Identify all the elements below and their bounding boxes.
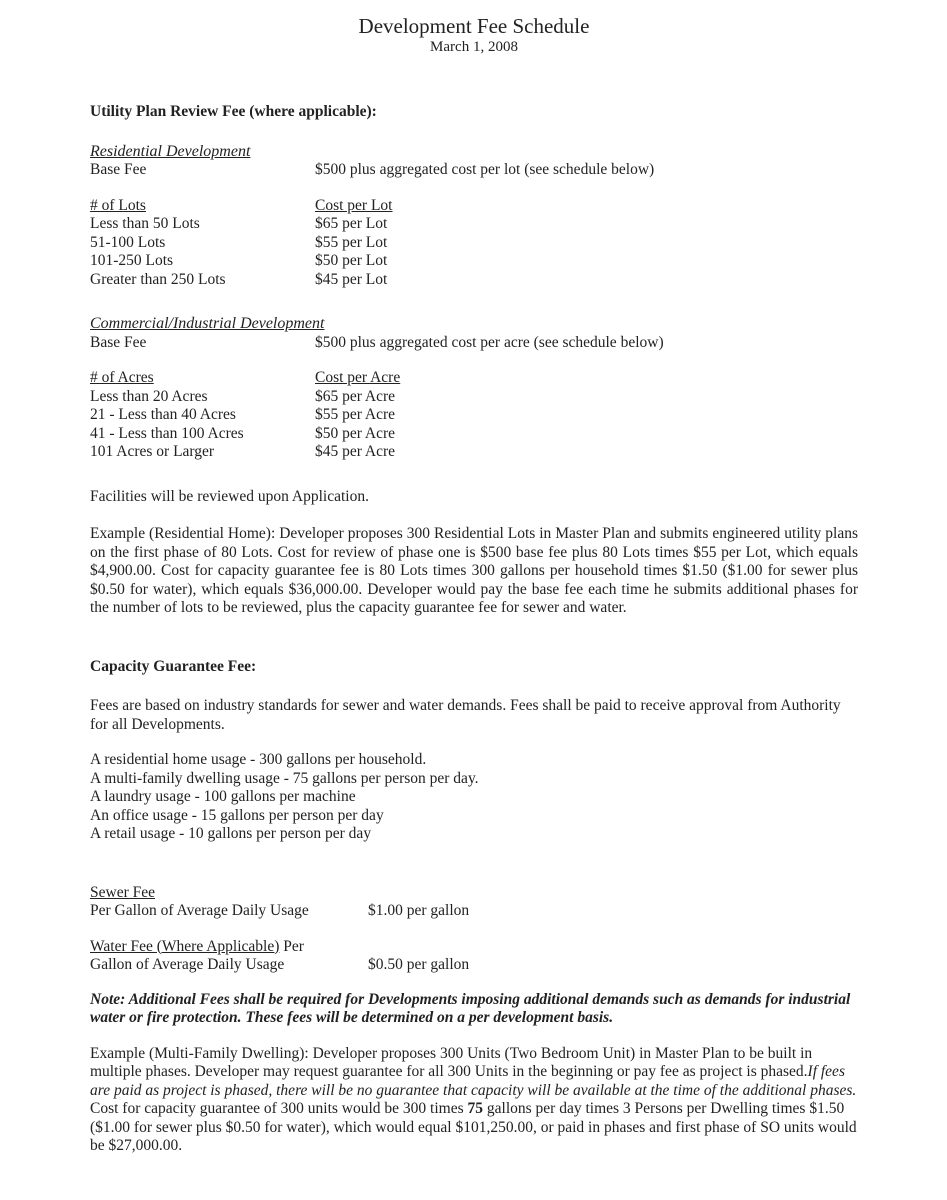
table-row — [90, 234, 858, 253]
page-title: Development Fee Schedule — [358, 14, 590, 38]
water-fee-heading: Water Fee (Where Applicable) — [90, 937, 280, 955]
sewer-fee-value: $1.00 per gallon — [368, 902, 470, 919]
example-text-segment: gallons per day times 3 Persons per Dwelling times $1.50 ($1.00 for sewer plus $0.50 for water), which would equal $101,250.00, or paid in phases and first phase of SO units would be $27,000.00. — [90, 1100, 857, 1154]
document-date: March 1, 2008 — [430, 39, 518, 55]
acres-table-header-row — [90, 369, 858, 388]
sewer-fee-label: Per Gallon of Average Daily Usage — [90, 902, 309, 919]
lots-table-header-row — [90, 197, 858, 216]
table-row — [90, 388, 858, 407]
lot-range-cell: Greater than 250 Lots — [90, 270, 226, 288]
acre-cost-cell: $50 per Acre — [315, 424, 396, 442]
acre-cost-cell: $65 per Acre — [315, 387, 396, 405]
acres-fee-table — [90, 369, 858, 462]
residential-example-paragraph: Example (Residential Home): Developer proposes 300 Residential Lots in Master Plan and submits engineered utility plans on the first phase of 80 Lots. Cost for review of phase one is $500 base fee plus 80 Lots times $55 per Lot, which equals $4,900.00. Cost for capacity guarantee fee is 80 Lots times 300 gallons per household times $1.50 ($1.00 for sewer plus $0.50 for water), which equals $36,000.00. Developer would pay the base fee each time he submits additional phases for the number of lots to be reviewed, plus the capacity guarantee fee for sewer and water. — [90, 525, 858, 616]
water-fee-heading-line — [90, 938, 350, 957]
table-row — [90, 443, 858, 462]
additional-fees-note: Note: Additional Fees shall be required for Developments imposing additional demands such as demands for industrial water or fire protection. These fees will be determined on a per development basis. — [90, 990, 851, 1026]
residential-development-block — [90, 143, 858, 290]
table-row — [90, 425, 858, 444]
commercial-base-fee-row — [90, 334, 858, 353]
lots-fee-table — [90, 197, 858, 290]
lot-range-cell: 51-100 Lots — [90, 233, 166, 251]
list-item: A retail usage - 10 gallons per person per day — [90, 825, 372, 842]
example-text-segment: Example (Multi-Family Dwelling): Developer proposes 300 Units (Two Bedroom Unit) in Master Plan to be built in multiple phases. Developer may request guarantee for all 300 Units in the beginning or pay fee as project is phased. — [90, 1044, 813, 1080]
multi-family-example-paragraph — [90, 1045, 858, 1156]
water-fee-row — [90, 956, 858, 975]
water-fee-value: $0.50 per gallon — [368, 956, 470, 973]
table-row — [90, 252, 858, 271]
lot-cost-cell: $50 per Lot — [315, 252, 388, 269]
residential-base-fee-row — [90, 161, 858, 180]
base-fee-label: Base Fee — [90, 161, 147, 178]
list-item: An office usage - 15 gallons per person per day — [90, 806, 384, 824]
base-fee-value: $500 plus aggregated cost per acre (see schedule below) — [315, 333, 664, 351]
acres-column-header: # of Acres — [90, 369, 154, 386]
table-row — [90, 406, 858, 425]
acre-range-cell: 101 Acres or Larger — [90, 443, 215, 460]
cost-per-lot-column-header: Cost per Lot — [315, 196, 393, 214]
lots-column-header: # of Lots — [90, 196, 146, 214]
acre-range-cell: 41 - Less than 100 Acres — [90, 424, 244, 442]
example-bold-segment: 75 — [467, 1100, 484, 1117]
sewer-fee-row — [90, 902, 858, 921]
base-fee-label: Base Fee — [90, 333, 147, 351]
water-fee-heading-suffix: Per — [279, 937, 304, 955]
commercial-industrial-heading: Commercial/Industrial Development — [90, 315, 325, 332]
example-italic-segment: If fees are paid as project is phased, there will be no guarantee that capacity will be available at the time of the additional phases. — [90, 1063, 857, 1099]
water-fee-label: Gallon of Average Daily Usage — [90, 956, 285, 973]
example-text-segment: Cost for capacity guarantee of 300 units would be 300 times — [90, 1100, 468, 1117]
lot-cost-cell: $65 per Lot — [315, 215, 388, 232]
list-item: A laundry usage - 100 gallons per machine — [90, 788, 356, 805]
section-heading-utility-plan-review: Utility Plan Review Fee (where applicable): — [90, 103, 377, 120]
commercial-industrial-development-block — [90, 315, 858, 462]
lot-range-cell: 101-250 Lots — [90, 252, 174, 269]
list-item: A multi-family dwelling usage - 75 gallons per person per day. — [90, 769, 479, 787]
usage-standards-list — [90, 751, 858, 844]
section-heading-capacity-guarantee: Capacity Guarantee Fee: — [90, 657, 257, 675]
list-item: A residential home usage - 300 gallons per household. — [90, 751, 427, 768]
sewer-fee-block — [90, 884, 858, 921]
capacity-intro-paragraph: Fees are based on industry standards for sewer and water demands. Fees shall be paid to receive approval from Authority for all Developments. — [90, 697, 841, 733]
lot-cost-cell: $45 per Lot — [315, 270, 388, 288]
residential-development-heading: Residential Development — [90, 142, 251, 160]
sewer-fee-heading: Sewer Fee — [90, 883, 155, 901]
acre-range-cell: Less than 20 Acres — [90, 387, 208, 405]
acre-range-cell: 21 - Less than 40 Acres — [90, 406, 236, 423]
lot-range-cell: Less than 50 Lots — [90, 215, 200, 232]
table-row — [90, 271, 858, 290]
table-row — [90, 215, 858, 234]
base-fee-value: $500 plus aggregated cost per lot (see schedule below) — [315, 161, 655, 178]
acre-cost-cell: $55 per Acre — [315, 406, 396, 423]
acre-cost-cell: $45 per Acre — [315, 443, 396, 460]
cost-per-acre-column-header: Cost per Acre — [315, 369, 401, 386]
facilities-review-note: Facilities will be reviewed upon Application. — [90, 487, 369, 505]
water-fee-block — [90, 938, 858, 975]
lot-cost-cell: $55 per Lot — [315, 233, 388, 251]
